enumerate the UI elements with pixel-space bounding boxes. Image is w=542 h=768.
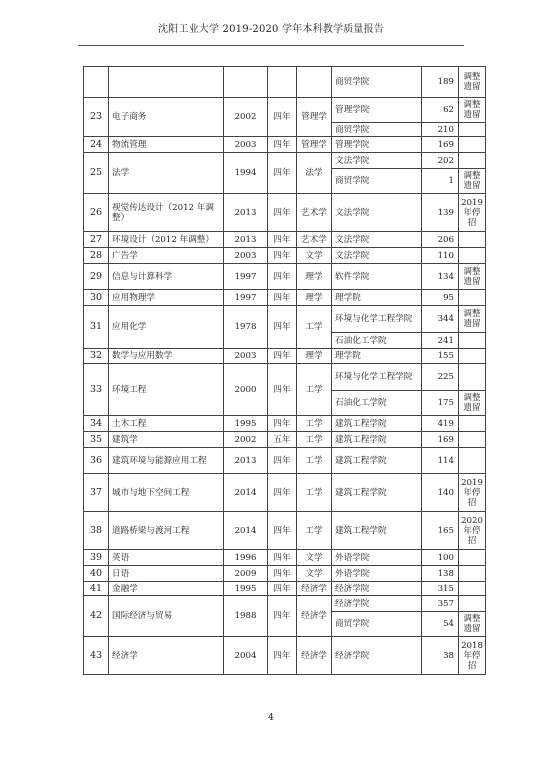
- school-cell: 经济学院: [332, 582, 422, 596]
- major-number-cell: 38: [84, 512, 109, 550]
- start-year-cell: 2003: [224, 248, 268, 264]
- major-name-cell: 金融学: [109, 582, 224, 596]
- major-name-cell: 广告学: [109, 248, 224, 264]
- major-name-cell: 应用物理学: [109, 290, 224, 306]
- duration-cell: 四年: [268, 474, 297, 512]
- major-name-cell: 日语: [109, 566, 224, 582]
- school-cell: 建筑工程学院: [332, 448, 422, 474]
- duration-cell: 四年: [268, 98, 297, 137]
- student-count-cell: 1: [422, 169, 459, 194]
- school-cell: 环境与化学工程学院: [332, 364, 422, 391]
- note-cell: 2018年停招: [459, 637, 486, 675]
- major-name-cell: 道路桥梁与渡河工程: [109, 512, 224, 550]
- duration-cell: [268, 67, 297, 98]
- school-cell: 经济学院: [332, 596, 422, 612]
- discipline-cell: 艺术学: [297, 194, 332, 232]
- note-cell: [459, 137, 486, 153]
- note-cell: [459, 448, 486, 474]
- note-cell: 调整遗留: [459, 391, 486, 416]
- major-number-cell: 42: [84, 596, 109, 637]
- major-number-cell: 35: [84, 432, 109, 448]
- major-name-cell: 法学: [109, 153, 224, 194]
- duration-cell: 四年: [268, 596, 297, 637]
- major-number-cell: 32: [84, 349, 109, 364]
- student-count-cell: 225: [422, 364, 459, 391]
- school-cell: 文法学院: [332, 194, 422, 232]
- school-cell: 石油化工学院: [332, 333, 422, 349]
- major-number-cell: 31: [84, 306, 109, 349]
- note-cell: 调整遗留: [459, 306, 486, 333]
- discipline-cell: 理学: [297, 290, 332, 306]
- duration-cell: 四年: [268, 582, 297, 596]
- major-number-cell: 25: [84, 153, 109, 194]
- student-count-cell: 62: [422, 98, 459, 123]
- note-cell: [459, 153, 486, 169]
- note-cell: [459, 416, 486, 432]
- note-cell: [459, 232, 486, 248]
- note-cell: [459, 248, 486, 264]
- duration-cell: 五年: [268, 432, 297, 448]
- major-name-cell: 应用化学: [109, 306, 224, 349]
- duration-cell: 四年: [268, 153, 297, 194]
- start-year-cell: 2003: [224, 349, 268, 364]
- school-cell: 软件学院: [332, 264, 422, 290]
- note-cell: 调整遗留: [459, 98, 486, 123]
- major-number-cell: 37: [84, 474, 109, 512]
- discipline-cell: 经济学: [297, 637, 332, 675]
- start-year-cell: 2004: [224, 637, 268, 675]
- start-year-cell: 2002: [224, 98, 268, 137]
- school-cell: 文法学院: [332, 153, 422, 169]
- school-cell: 建筑工程学院: [332, 474, 422, 512]
- table-row: [84, 67, 486, 98]
- student-count-cell: 138: [422, 566, 459, 582]
- table-row: [84, 637, 486, 675]
- student-count-cell: 134: [422, 264, 459, 290]
- note-cell: [459, 364, 486, 391]
- school-cell: 文法学院: [332, 232, 422, 248]
- note-cell: 2019年停招: [459, 474, 486, 512]
- note-cell: [459, 582, 486, 596]
- student-count-cell: 95: [422, 290, 459, 306]
- discipline-cell: 工学: [297, 306, 332, 349]
- table-row: [84, 137, 486, 153]
- major-number-cell: 40: [84, 566, 109, 582]
- start-year-cell: 1997: [224, 264, 268, 290]
- school-cell: 理学院: [332, 349, 422, 364]
- major-name-cell: 环境设计（2012 年调整）: [109, 232, 224, 248]
- table-row: [84, 582, 486, 596]
- discipline-cell: 文学: [297, 248, 332, 264]
- school-cell: 建筑工程学院: [332, 432, 422, 448]
- major-number-cell: 43: [84, 637, 109, 675]
- table-row: [84, 194, 486, 232]
- major-number-cell: 34: [84, 416, 109, 432]
- note-cell: [459, 596, 486, 612]
- student-count-cell: 315: [422, 582, 459, 596]
- major-name-cell: 环境工程: [109, 364, 224, 416]
- major-name-cell: 经济学: [109, 637, 224, 675]
- note-cell: 调整遗留: [459, 612, 486, 637]
- start-year-cell: 1995: [224, 582, 268, 596]
- start-year-cell: 2003: [224, 137, 268, 153]
- duration-cell: 四年: [268, 232, 297, 248]
- table-row: [84, 364, 486, 391]
- student-count-cell: 344: [422, 306, 459, 333]
- student-count-cell: 210: [422, 123, 459, 137]
- major-name-cell: 建筑学: [109, 432, 224, 448]
- discipline-cell: 经济学: [297, 582, 332, 596]
- major-number-cell: 29: [84, 264, 109, 290]
- major-name-cell: 英语: [109, 550, 224, 566]
- duration-cell: 四年: [268, 512, 297, 550]
- discipline-cell: 理学: [297, 264, 332, 290]
- discipline-cell: 工学: [297, 364, 332, 416]
- note-cell: [459, 550, 486, 566]
- start-year-cell: 1978: [224, 306, 268, 349]
- majors-table: [83, 66, 486, 675]
- discipline-cell: 工学: [297, 448, 332, 474]
- note-cell: [459, 349, 486, 364]
- student-count-cell: 100: [422, 550, 459, 566]
- start-year-cell: 1997: [224, 290, 268, 306]
- note-cell: 调整遗留: [459, 169, 486, 194]
- discipline-cell: 工学: [297, 474, 332, 512]
- start-year-cell: 1995: [224, 416, 268, 432]
- school-cell: 管理学院: [332, 98, 422, 123]
- student-count-cell: 169: [422, 432, 459, 448]
- note-cell: 2019年停招: [459, 194, 486, 232]
- student-count-cell: 357: [422, 596, 459, 612]
- major-number-cell: 33: [84, 364, 109, 416]
- table-row: [84, 432, 486, 448]
- start-year-cell: [224, 67, 268, 98]
- student-count-cell: 241: [422, 333, 459, 349]
- student-count-cell: 419: [422, 416, 459, 432]
- duration-cell: 四年: [268, 290, 297, 306]
- discipline-cell: 文学: [297, 566, 332, 582]
- table-row: [84, 566, 486, 582]
- note-cell: [459, 566, 486, 582]
- table-row: [84, 349, 486, 364]
- duration-cell: 四年: [268, 566, 297, 582]
- major-name-cell: 国际经济与贸易: [109, 596, 224, 637]
- duration-cell: 四年: [268, 248, 297, 264]
- discipline-cell: 艺术学: [297, 232, 332, 248]
- start-year-cell: 2009: [224, 566, 268, 582]
- school-cell: 文法学院: [332, 248, 422, 264]
- student-count-cell: 169: [422, 137, 459, 153]
- table-row: [84, 290, 486, 306]
- major-name-cell: 建筑环境与能源应用工程: [109, 448, 224, 474]
- table-row: [84, 596, 486, 612]
- major-name-cell: [109, 67, 224, 98]
- student-count-cell: 206: [422, 232, 459, 248]
- duration-cell: 四年: [268, 416, 297, 432]
- duration-cell: 四年: [268, 349, 297, 364]
- start-year-cell: 2014: [224, 512, 268, 550]
- major-number-cell: 24: [84, 137, 109, 153]
- school-cell: 外语学院: [332, 566, 422, 582]
- start-year-cell: 2013: [224, 448, 268, 474]
- start-year-cell: 2014: [224, 474, 268, 512]
- major-number-cell: 26: [84, 194, 109, 232]
- major-number-cell: 36: [84, 448, 109, 474]
- discipline-cell: 工学: [297, 512, 332, 550]
- student-count-cell: 110: [422, 248, 459, 264]
- major-name-cell: 物流管理: [109, 137, 224, 153]
- start-year-cell: 1996: [224, 550, 268, 566]
- note-cell: [459, 333, 486, 349]
- duration-cell: 四年: [268, 137, 297, 153]
- note-cell: 2020年停招: [459, 512, 486, 550]
- major-name-cell: 信息与计算科学: [109, 264, 224, 290]
- page-number: 4: [268, 713, 274, 723]
- school-cell: 理学院: [332, 290, 422, 306]
- school-cell: 商贸学院: [332, 123, 422, 137]
- note-cell: 调整遗留: [459, 67, 486, 98]
- student-count-cell: 38: [422, 637, 459, 675]
- major-number-cell: 41: [84, 582, 109, 596]
- report-header: 沈阳工业大学 2019-2020 学年本科教学质量报告: [157, 24, 385, 35]
- table-row: [84, 98, 486, 123]
- table-row: [84, 264, 486, 290]
- note-cell: [459, 432, 486, 448]
- school-cell: 建筑工程学院: [332, 512, 422, 550]
- table-row: [84, 248, 486, 264]
- duration-cell: 四年: [268, 637, 297, 675]
- table-row: [84, 448, 486, 474]
- school-cell: 管理学院: [332, 137, 422, 153]
- discipline-cell: 文学: [297, 550, 332, 566]
- duration-cell: 四年: [268, 364, 297, 416]
- major-number-cell: 27: [84, 232, 109, 248]
- header-divider: [78, 45, 464, 46]
- discipline-cell: 管理学: [297, 137, 332, 153]
- table-row: [84, 153, 486, 169]
- major-number-cell: 39: [84, 550, 109, 566]
- table-row: [84, 306, 486, 333]
- table-row: [84, 512, 486, 550]
- discipline-cell: 法学: [297, 153, 332, 194]
- school-cell: 建筑工程学院: [332, 416, 422, 432]
- student-count-cell: 139: [422, 194, 459, 232]
- major-number-cell: 30: [84, 290, 109, 306]
- duration-cell: 四年: [268, 306, 297, 349]
- student-count-cell: 202: [422, 153, 459, 169]
- student-count-cell: 54: [422, 612, 459, 637]
- major-name-cell: 数学与应用数学: [109, 349, 224, 364]
- note-cell: [459, 290, 486, 306]
- start-year-cell: 2013: [224, 232, 268, 248]
- note-cell: [459, 123, 486, 137]
- discipline-cell: 工学: [297, 432, 332, 448]
- major-number-cell: [84, 67, 109, 98]
- school-cell: 环境与化学工程学院: [332, 306, 422, 333]
- school-cell: 商贸学院: [332, 169, 422, 194]
- student-count-cell: 175: [422, 391, 459, 416]
- start-year-cell: 1994: [224, 153, 268, 194]
- major-name-cell: 视觉传达设计（2012 年调整）: [109, 194, 224, 232]
- student-count-cell: 155: [422, 349, 459, 364]
- major-name-cell: 城市与地下空间工程: [109, 474, 224, 512]
- table-row: [84, 416, 486, 432]
- school-cell: 商贸学院: [332, 67, 422, 98]
- student-count-cell: 189: [422, 67, 459, 98]
- major-number-cell: 23: [84, 98, 109, 137]
- start-year-cell: 2000: [224, 364, 268, 416]
- student-count-cell: 114: [422, 448, 459, 474]
- discipline-cell: 管理学: [297, 98, 332, 137]
- school-cell: 石油化工学院: [332, 391, 422, 416]
- table-row: [84, 550, 486, 566]
- discipline-cell: 理学: [297, 349, 332, 364]
- discipline-cell: 经济学: [297, 596, 332, 637]
- school-cell: 经济学院: [332, 637, 422, 675]
- start-year-cell: 1988: [224, 596, 268, 637]
- duration-cell: 四年: [268, 264, 297, 290]
- school-cell: 外语学院: [332, 550, 422, 566]
- student-count-cell: 140: [422, 474, 459, 512]
- school-cell: 商贸学院: [332, 612, 422, 637]
- duration-cell: 四年: [268, 550, 297, 566]
- start-year-cell: 2013: [224, 194, 268, 232]
- discipline-cell: 工学: [297, 416, 332, 432]
- major-number-cell: 28: [84, 248, 109, 264]
- table-row: [84, 232, 486, 248]
- major-name-cell: 土木工程: [109, 416, 224, 432]
- major-name-cell: 电子商务: [109, 98, 224, 137]
- table-row: [84, 474, 486, 512]
- duration-cell: 四年: [268, 448, 297, 474]
- duration-cell: 四年: [268, 194, 297, 232]
- student-count-cell: 165: [422, 512, 459, 550]
- discipline-cell: [297, 67, 332, 98]
- start-year-cell: 2002: [224, 432, 268, 448]
- note-cell: 调整遗留: [459, 264, 486, 290]
